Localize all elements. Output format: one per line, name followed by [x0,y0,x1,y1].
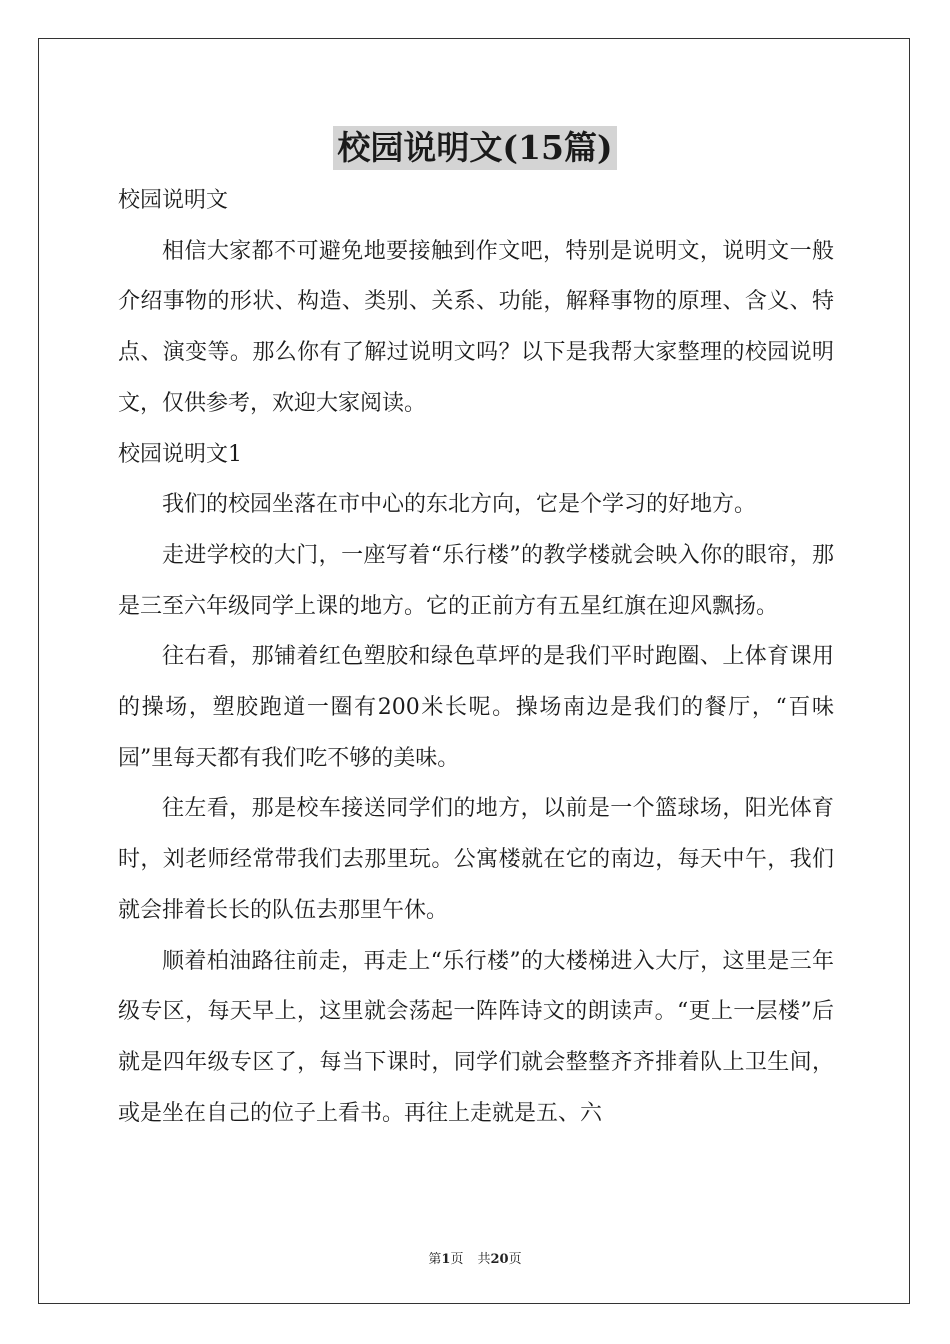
paragraph: 走进学校的大门，一座写着“乐行楼”的教学楼就会映入你的眼帘，那是三至六年级同学上课的地方。它的正前方有五星红旗在迎风飘扬。 [118,542,834,619]
total-prefix: 共 [477,1252,491,1267]
paragraph: 往右看，那铺着红色塑胶和绿色草坪的是我们平时跑圈、上体育课用的操场，塑胶跑道一圈有200米长呢。操场南边是我们的餐厅，“百味园”里每天都有我们吃不够的美味。 [118,644,834,771]
document-title: 校园说明文(15篇) [333,126,616,170]
section-heading: 校园说明文1 [118,441,242,467]
title-container [0,126,950,170]
document-body [118,176,834,1139]
paragraph: 顺着柏油路往前走，再走上“乐行楼”的大楼梯进入大厅，这里是三年级专区，每天早上，这里就会荡起一阵阵诗文的朗读声。“更上一层楼”后就是四年级专区了，每当下课时，同学们就会整整齐齐排着队上卫生间，或是坐在自己的位子上看书。再往上走就是五、六 [118,948,834,1126]
page-footer [0,1248,950,1267]
total-page-number: 20 [490,1252,509,1267]
total-unit: 页 [508,1252,522,1267]
page-prefix: 第 [428,1252,442,1267]
paragraph: 我们的校园坐落在市中心的东北方向，它是个学习的好地方。 [162,492,757,518]
current-page-number: 1 [441,1252,451,1267]
paragraph: 相信大家都不可避免地要接触到作文吧，特别是说明文，说明文一般介绍事物的形状、构造、类别、关系、功能，解释事物的原理、含义、特点、演变等。那么你有了解过说明文吗？以下是我帮大家整理的校园说明文，仅供参考，欢迎大家阅读。 [118,238,834,416]
paragraph: 往左看，那是校车接送同学们的地方，以前是一个篮球场，阳光体育时，刘老师经常带我们去那里玩。公寓楼就在它的南边，每天中午，我们就会排着长长的队伍去那里午休。 [118,796,834,923]
page-unit: 页 [450,1252,464,1267]
section-heading: 校园说明文 [118,188,229,213]
